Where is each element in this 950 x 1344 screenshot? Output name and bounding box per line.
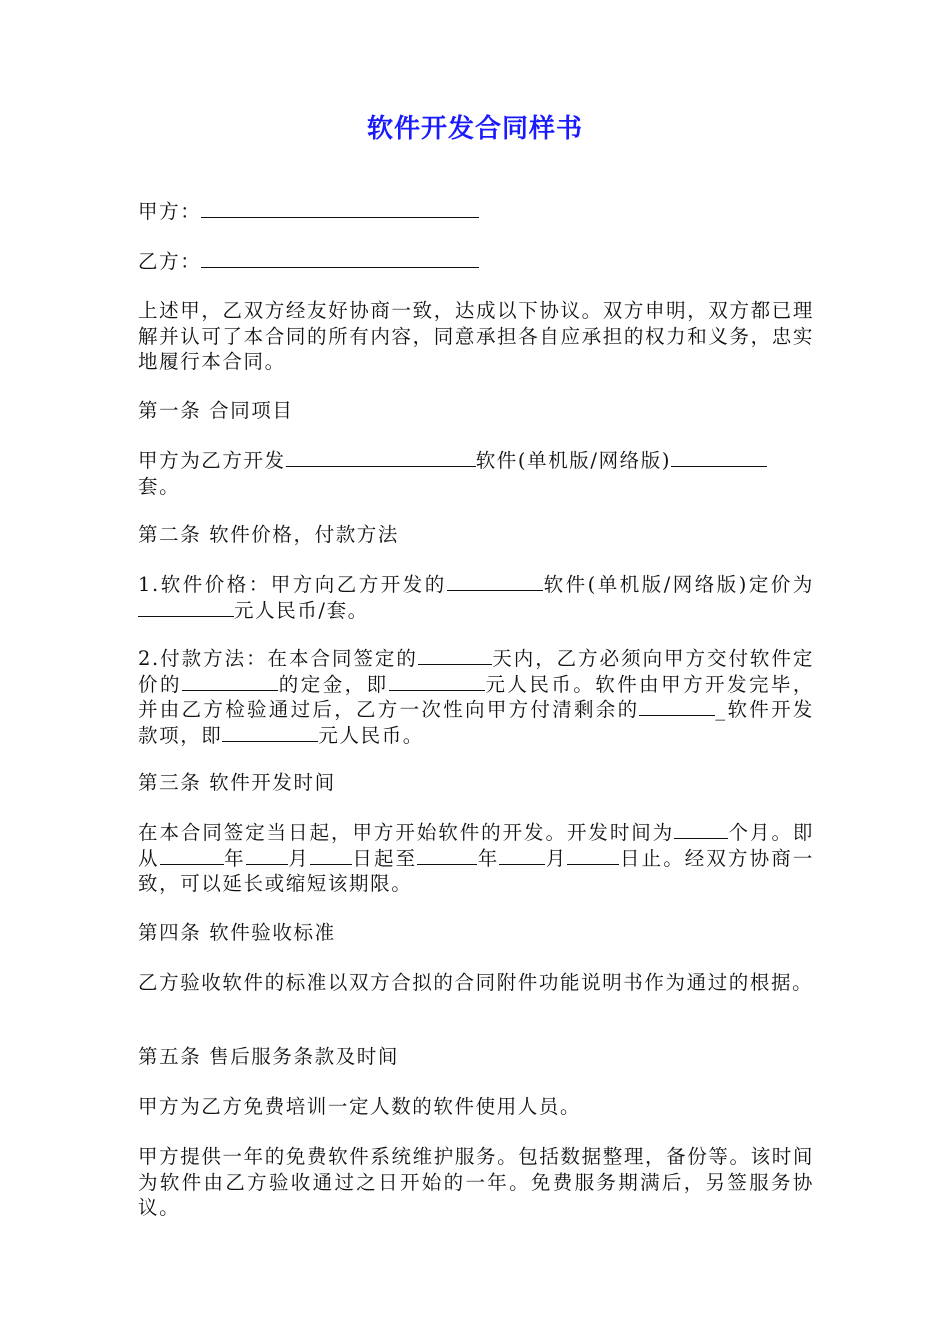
party-b-line bbox=[138, 249, 814, 275]
blank-line bbox=[418, 646, 492, 665]
text-span: 元人民币。 bbox=[318, 723, 424, 747]
article-1-paragraph bbox=[138, 448, 814, 499]
blank-line bbox=[447, 572, 543, 591]
blank-line bbox=[499, 846, 545, 865]
blank-line bbox=[138, 598, 234, 617]
text-span: 软件(单机版/网络版) bbox=[475, 449, 672, 472]
article-3-heading: 第三条 软件开发时间 bbox=[138, 771, 336, 794]
article-4-paragraph: 乙方验收软件的标准以双方合拟的合同附件功能说明书作为通过的根据。 bbox=[138, 971, 814, 994]
blank-line bbox=[389, 672, 485, 691]
document-title: 软件开发合同样书 bbox=[366, 114, 583, 144]
text-span: 月 bbox=[545, 846, 568, 870]
article-5-training-paragraph: 甲方为乙方免费培训一定人数的软件使用人员。 bbox=[138, 1095, 582, 1118]
intro-paragraph: 上述甲，乙双方经友好协商一致，达成以下协议。双方申明，双方都已理解并认可了本合同的所有内容，同意承担各自应承担的权力和义务，忠实地履行本合同。 bbox=[138, 299, 814, 373]
article-2-price-paragraph bbox=[138, 572, 814, 623]
text-span: 在本合同签定当日起，甲方开始软件的开发。开发时间为 bbox=[138, 821, 675, 844]
blank-line bbox=[674, 820, 728, 839]
text-span: 个月。即从 bbox=[138, 821, 814, 870]
article-4-heading: 第四条 软件验收标准 bbox=[138, 921, 336, 944]
text-span: 的定金，即 bbox=[277, 672, 389, 696]
article-3-paragraph bbox=[138, 820, 814, 897]
text-span: 日起至 bbox=[351, 846, 418, 870]
party-b-blank bbox=[201, 249, 479, 268]
article-5-heading: 第五条 售后服务条款及时间 bbox=[138, 1045, 399, 1068]
text-span: 年 bbox=[223, 846, 246, 870]
blank-line bbox=[246, 846, 288, 865]
party-b-label: 乙方： bbox=[138, 250, 202, 273]
blank-line bbox=[417, 846, 477, 865]
article-2-heading: 第二条 软件价格，付款方法 bbox=[138, 523, 399, 546]
text-span: 日止。经双方协商一致，可以延长或缩短该期限。 bbox=[138, 846, 814, 895]
party-a-label: 甲方： bbox=[138, 200, 202, 223]
blank-line bbox=[671, 448, 767, 467]
article-5-maintenance-paragraph: 甲方提供一年的免费软件系统维护服务。包括数据整理，备份等。该时间为软件由乙方验收通过之日开始的一年。免费服务期满后，另签服务协议。 bbox=[138, 1145, 814, 1219]
text-span: _软件开发款项，即 bbox=[138, 698, 814, 747]
text-span: 天内，乙方必须向甲方交付软件定价的 bbox=[138, 647, 814, 696]
blank-line bbox=[182, 672, 278, 691]
blank-line bbox=[222, 723, 318, 742]
text-span: 甲方为乙方开发 bbox=[138, 449, 286, 472]
blank-line bbox=[567, 846, 619, 865]
text-span: 月 bbox=[287, 846, 310, 870]
text-span: 年 bbox=[477, 846, 500, 870]
text-span: 1.软件价格：甲方向乙方开发的 bbox=[138, 573, 447, 596]
text-span: 2.付款方法：在本合同签定的 bbox=[138, 647, 418, 670]
party-a-line bbox=[138, 199, 814, 225]
text-span: 元人民币/套。 bbox=[234, 598, 369, 622]
text-span: 软件(单机版/网络版)定价为 bbox=[542, 573, 815, 596]
blank-line bbox=[286, 448, 476, 467]
article-1-heading: 第一条 合同项目 bbox=[138, 399, 294, 422]
blank-line bbox=[160, 846, 224, 865]
article-2-payment-paragraph bbox=[138, 646, 814, 748]
text-span: 套。 bbox=[138, 474, 181, 498]
blank-line bbox=[639, 697, 715, 716]
text-span: 元人民币。软件由甲方开发完毕，并由乙方检验通过后，乙方一次性向甲方付清剩余的 bbox=[138, 672, 814, 721]
party-a-blank bbox=[201, 199, 479, 218]
blank-line bbox=[310, 846, 352, 865]
